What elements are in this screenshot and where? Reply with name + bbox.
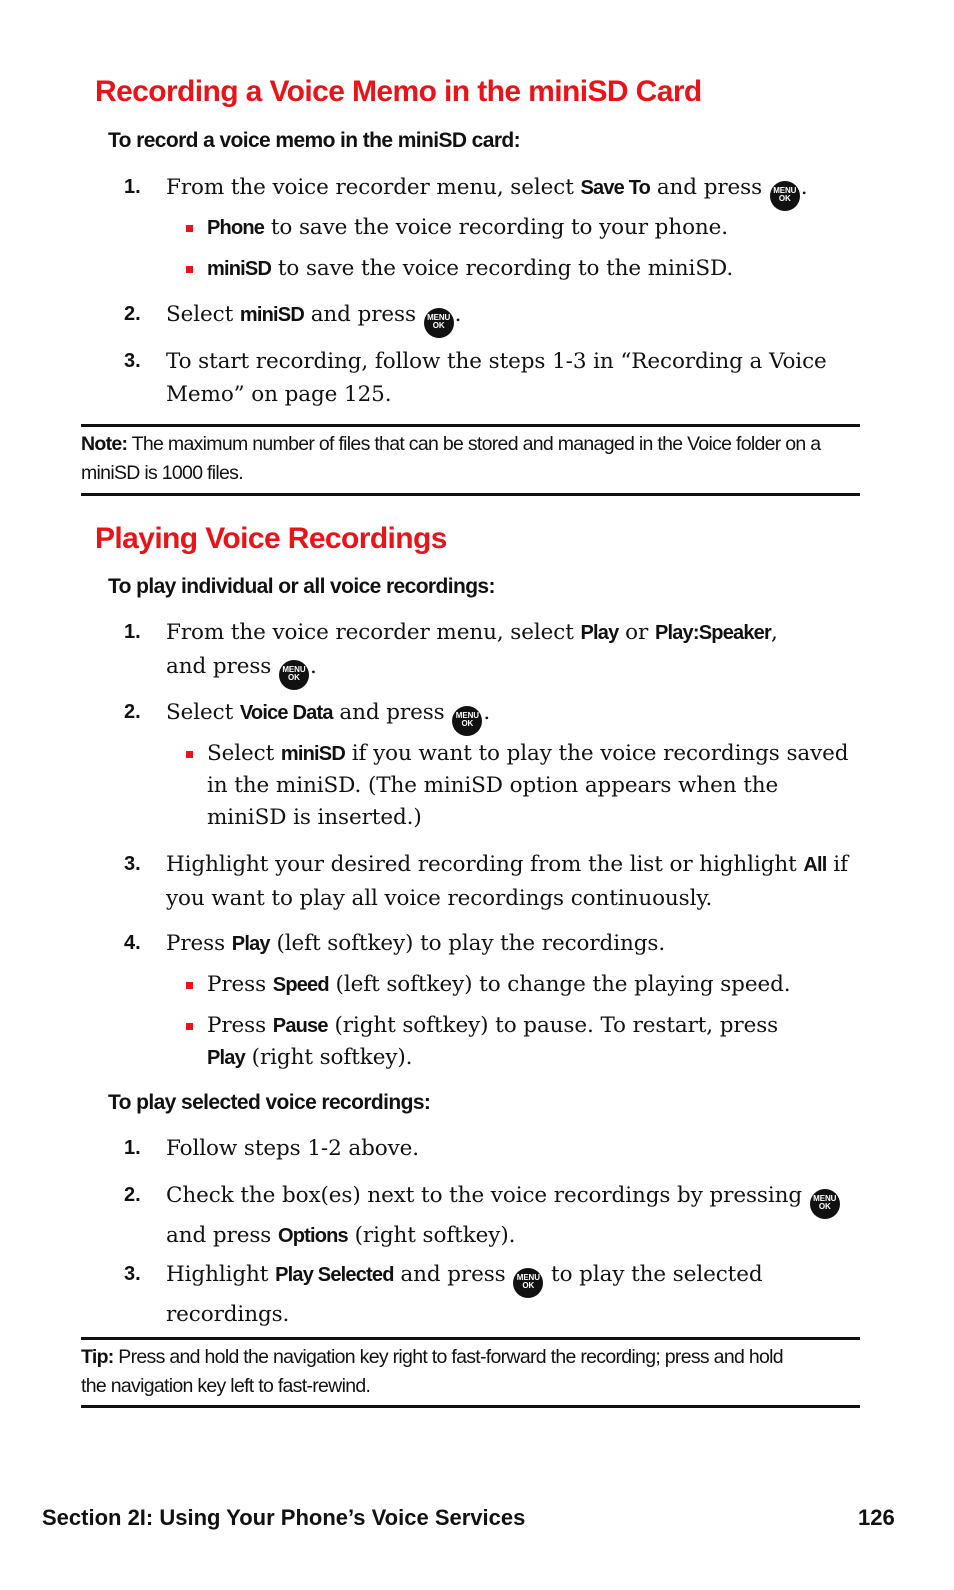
- bullet-marker: [186, 751, 193, 758]
- tip-label: Tip:: [81, 1346, 114, 1368]
- step-number: 2.: [124, 701, 141, 723]
- menu-ok-key-icon: MENU OK: [452, 706, 482, 736]
- page-number: 126: [858, 1505, 895, 1530]
- step-number: 3.: [124, 853, 141, 875]
- menu-ok-key-icon: MENU OK: [770, 181, 800, 211]
- menu-ok-key-icon: MENU OK: [810, 1189, 840, 1219]
- bullet-marker: [186, 1023, 193, 1030]
- bullet-text: miniSD to save the voice recording to the miniSD.: [207, 256, 734, 281]
- bullet-text: Press Speed (left softkey) to change the playing speed.: [207, 972, 791, 997]
- section-title-recording: Recording a Voice Memo in the miniSD Card: [95, 75, 702, 108]
- note-text: The maximum number of files that can be stored and managed in the Voice folder on a miniSD is 1000 files.: [81, 433, 821, 484]
- step-text: To start recording, follow the steps 1-3 in “Recording a Voice Memo” on page 125.: [166, 349, 827, 407]
- step-number: 2.: [124, 303, 141, 325]
- tip-box: [81, 1343, 801, 1401]
- step-text: Highlight Play Selected and press MENU OK to play the selected recordings.: [166, 1262, 763, 1327]
- step-text: Highlight your desired recording from the list or highlight All if you want to play all voice recordings continuously.: [166, 852, 848, 911]
- bullet-marker: [186, 266, 193, 273]
- step-text: From the voice recorder menu, select Save To and press MENU OK .: [166, 171, 856, 211]
- note-box: [81, 430, 861, 488]
- step-text: Follow steps 1-2 above.: [166, 1136, 420, 1161]
- note-top-rule: [81, 424, 860, 427]
- step-number: 4.: [124, 932, 141, 954]
- bullet-text: Press Pause (right softkey) to pause. To restart, press Play (right softkey).: [207, 1013, 779, 1070]
- step-text: Press Play (left softkey) to play the recordings.: [166, 931, 666, 956]
- section-title-playing: Playing Voice Recordings: [95, 522, 447, 555]
- step-text: Select Voice Data and press MENU OK .: [166, 696, 856, 736]
- footer-section-title: Section 2I: Using Your Phone’s Voice Services: [42, 1505, 526, 1530]
- menu-ok-key-icon: MENU OK: [424, 308, 454, 338]
- note-label: Note:: [81, 433, 128, 455]
- subheading-record: To record a voice memo in the miniSD card:: [108, 129, 521, 152]
- step-text: Select miniSD and press MENU OK .: [166, 298, 856, 338]
- bullet-marker: [186, 225, 193, 232]
- menu-ok-key-icon: MENU OK: [279, 660, 309, 690]
- subheading-play-all: To play individual or all voice recordings:: [108, 575, 495, 598]
- step-text: From the voice recorder menu, select Play or Play:Speaker, and press MENU OK .: [166, 616, 806, 690]
- step-number: 1.: [124, 176, 141, 198]
- tip-top-rule: [81, 1337, 860, 1340]
- step-number: 1.: [124, 1137, 141, 1159]
- subheading-play-selected: To play selected voice recordings:: [108, 1091, 431, 1114]
- tip-bottom-rule: [81, 1405, 860, 1408]
- step-number: 3.: [124, 350, 141, 372]
- bullet-marker: [186, 982, 193, 989]
- note-bottom-rule: [81, 493, 860, 496]
- tip-text: Press and hold the navigation key right to fast-forward the recording; press and hold the navigation key left to fast-rewind.: [81, 1346, 783, 1397]
- step-number: 1.: [124, 621, 141, 643]
- bullet-text: Select miniSD if you want to play the voice recordings saved in the miniSD. (The miniSD option appears when the miniSD is inserted.): [207, 741, 849, 830]
- bullet-text: Phone to save the voice recording to your phone.: [207, 215, 729, 240]
- step-number: 2.: [124, 1184, 141, 1206]
- menu-ok-key-icon: MENU OK: [513, 1268, 543, 1298]
- step-text: Check the box(es) next to the voice recordings by pressing MENU OK and press Options (right softkey).: [166, 1179, 846, 1253]
- step-number: 3.: [124, 1263, 141, 1285]
